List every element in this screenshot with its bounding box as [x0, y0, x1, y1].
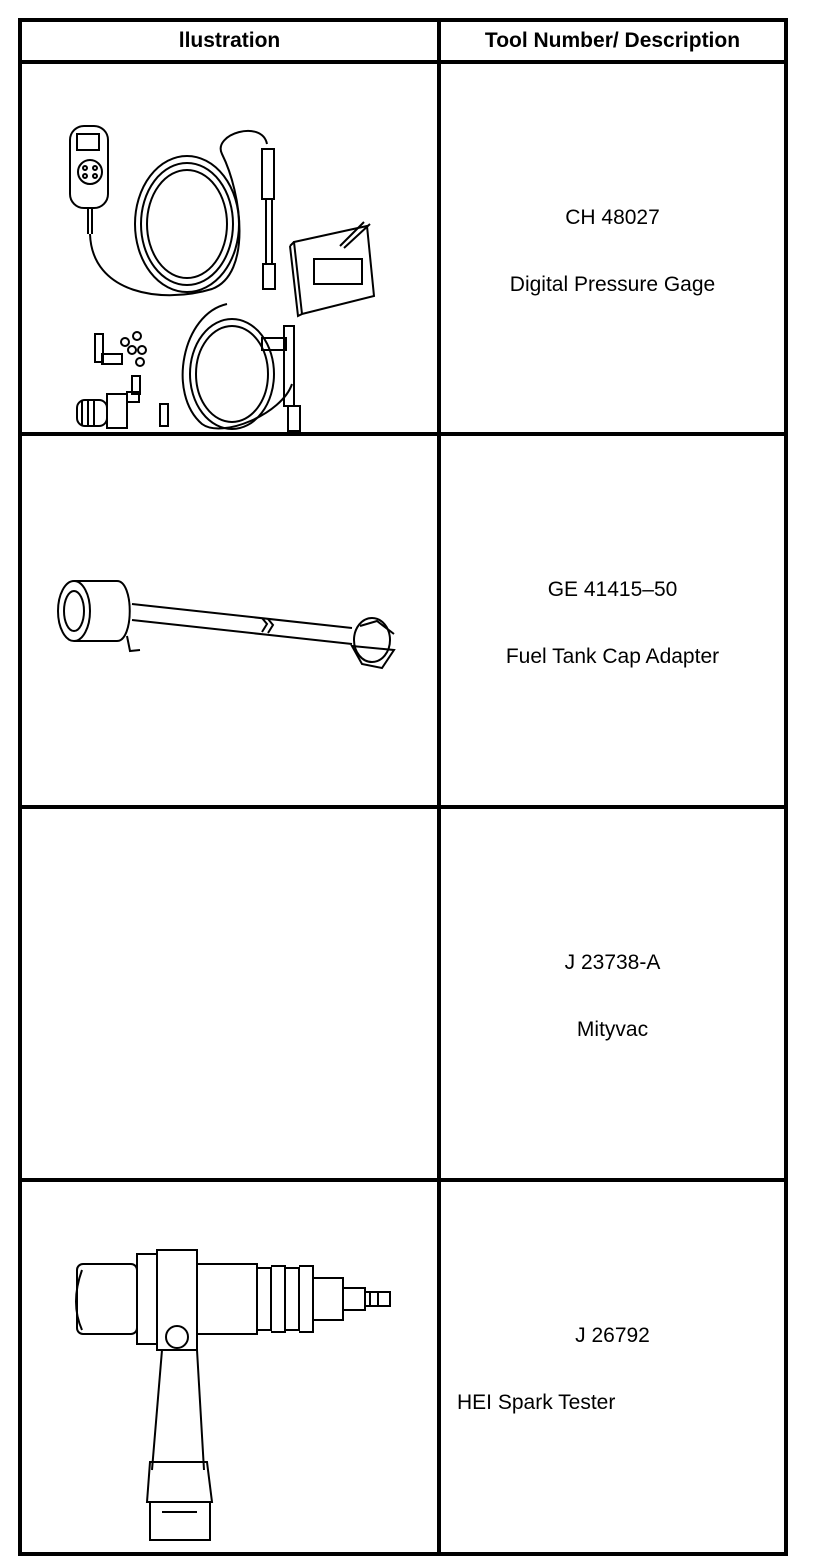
illustration-cell [22, 436, 437, 805]
tool-number: CH 48027 [565, 206, 660, 229]
description-cell [441, 64, 784, 432]
tool-number: GE 41415–50 [547, 578, 678, 601]
tool-description: Mityvac [576, 1018, 649, 1041]
tool-description: Fuel Tank Cap Adapter [505, 645, 720, 668]
tool-table [18, 18, 788, 1556]
illustration-cell [22, 809, 437, 1178]
description-cell [441, 1182, 784, 1556]
header-illustration: llustration [178, 29, 281, 52]
fuel-tank-cap-adapter-icon [22, 436, 437, 805]
digital-pressure-gage-icon [22, 64, 437, 432]
tool-number: J 26792 [575, 1324, 650, 1347]
tool-description: HEI Spark Tester [457, 1391, 616, 1414]
description-cell [441, 809, 784, 1178]
illustration-cell [22, 1182, 437, 1556]
tool-number: J 23738-A [564, 951, 661, 974]
illustration-cell [22, 64, 437, 432]
header-tool-description: Tool Number/ Description [484, 29, 741, 52]
tool-description: Digital Pressure Gage [509, 273, 716, 296]
description-cell [441, 436, 784, 805]
hei-spark-tester-icon [22, 1182, 437, 1556]
